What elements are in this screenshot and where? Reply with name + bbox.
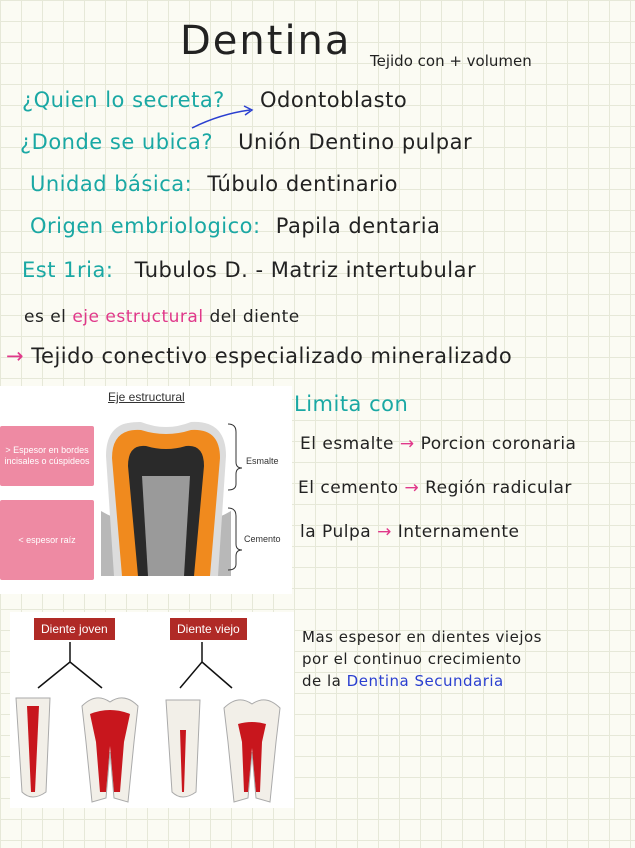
figure-title: Eje estructural: [108, 390, 185, 404]
fact-question: ¿Donde se ubica?: [20, 130, 213, 154]
note-line-2: por el continuo crecimiento: [302, 650, 522, 668]
limit-row: la Pulpa → Internamente: [300, 522, 520, 542]
curved-arrow-icon: [190, 104, 260, 132]
axis-sentence: es el eje estructural del diente: [24, 307, 300, 327]
fact-question: Est 1ria:: [22, 258, 114, 282]
fact-answer: Odontoblasto: [260, 88, 408, 112]
label-enamel: Esmalte: [246, 456, 279, 466]
limit-row: El esmalte → Porcion coronaria: [300, 434, 577, 454]
fact-question: ¿Quien lo secreta?: [22, 88, 225, 112]
fact-answer: Túbulo dentinario: [207, 172, 398, 196]
figure-structural-axis: [0, 386, 292, 594]
limit-row: El cemento → Región radicular: [298, 478, 572, 498]
fact-row-unit: [30, 172, 398, 196]
arrow-right-icon: →: [399, 434, 415, 454]
tissue-sentence: → Tejido conectivo especializado mineralizado: [6, 344, 513, 368]
note-line-1: Mas espesor en dientes viejos: [302, 628, 542, 646]
thick-edges-box: > Espesor en bordes incisales o cúspideos: [0, 426, 94, 486]
fact-row-origin: [30, 214, 440, 238]
fact-answer: Unión Dentino pulpar: [238, 130, 473, 154]
arrow-right-icon: →: [404, 478, 420, 498]
page-title: Dentina: [180, 18, 352, 64]
limita-title: Limita con: [294, 392, 409, 416]
arrow-right-icon: →: [377, 522, 392, 542]
fact-question: Origen embriologico:: [30, 214, 261, 238]
fact-question: Unidad básica:: [30, 172, 193, 196]
arrow-right-icon: →: [6, 344, 25, 368]
tooth-cross-section-icon: [96, 416, 236, 586]
note-line-3: de la Dentina Secundaria: [302, 672, 504, 690]
bracket-icon: [226, 422, 246, 572]
fact-answer: Papila dentaria: [275, 214, 441, 238]
teeth-illustration-icon: [10, 642, 294, 808]
fact-row-location: [20, 130, 472, 154]
fact-row-structure: [22, 258, 476, 282]
tag-old-tooth: Diente viejo: [170, 618, 247, 640]
page-subtitle: Tejido con + volumen: [370, 52, 532, 70]
thin-root-box: < espesor raíz: [0, 500, 94, 580]
label-cement: Cemento: [244, 534, 281, 544]
fact-answer: Tubulos D. - Matriz intertubular: [134, 258, 477, 282]
tag-young-tooth: Diente joven: [34, 618, 115, 640]
figure-young-old-tooth: [10, 612, 294, 808]
